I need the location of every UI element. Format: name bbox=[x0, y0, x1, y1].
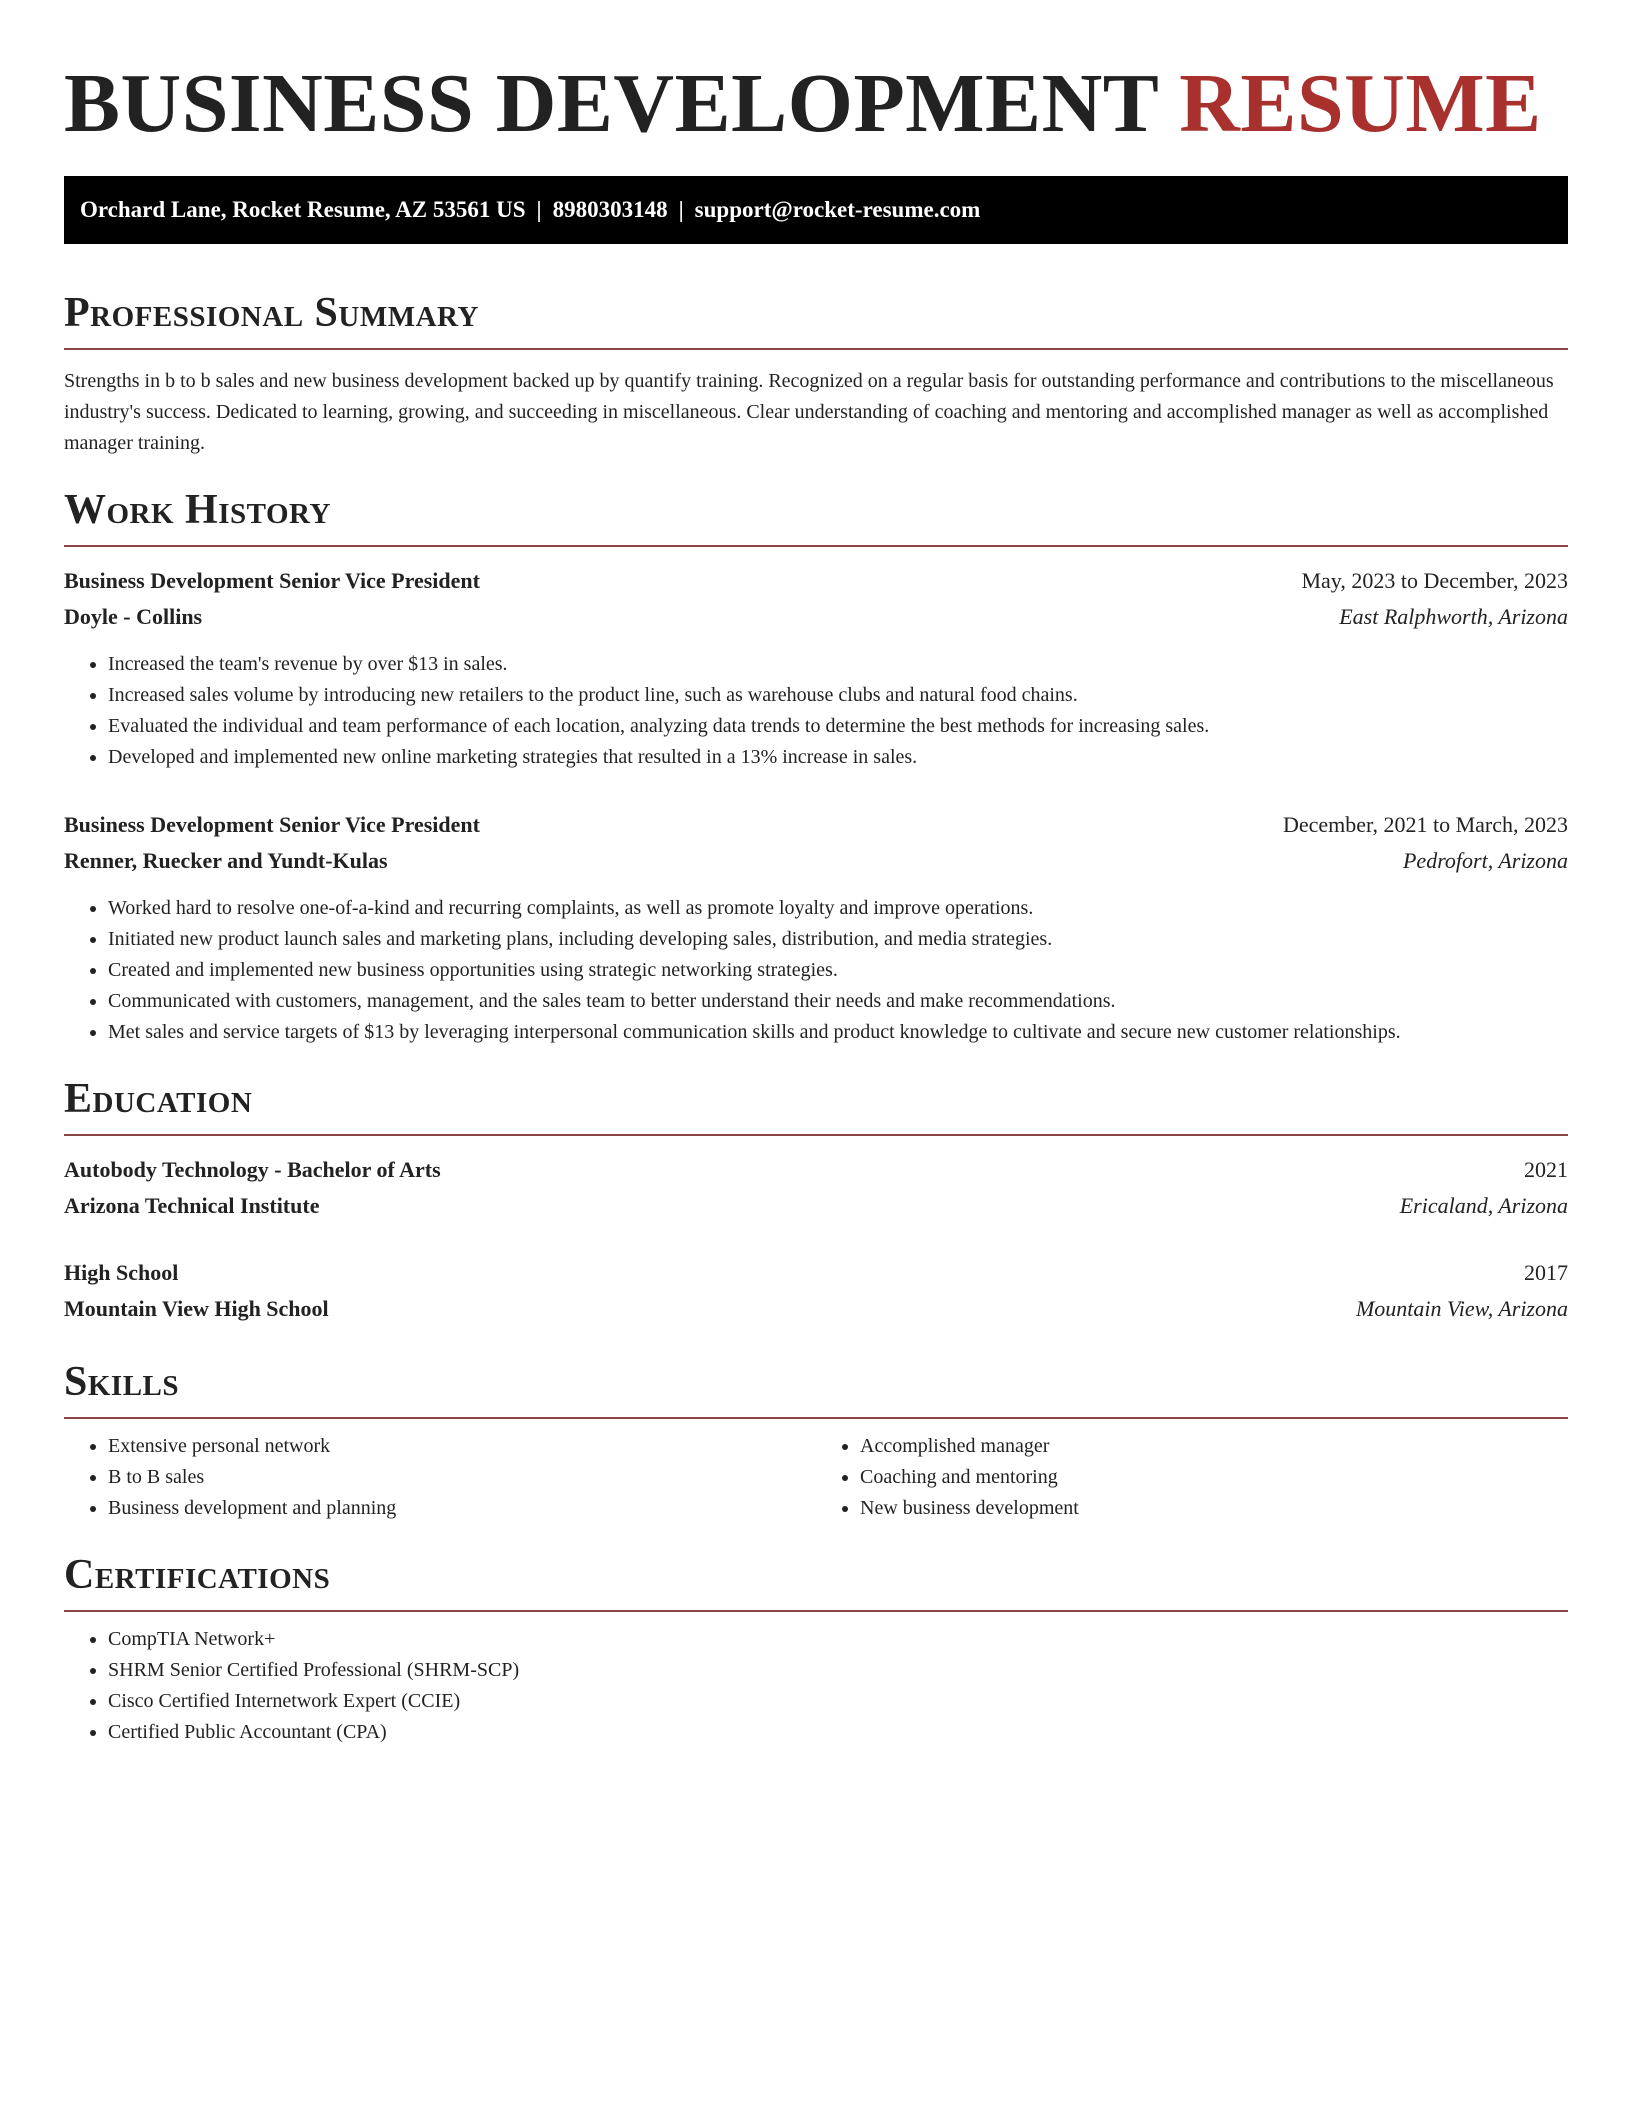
skills-grid bbox=[64, 1419, 1568, 1524]
list-item: • Initiated new product launch sales and marketing plans, including developing sales, distribution, and media strategies. bbox=[108, 924, 1568, 955]
contact-bar bbox=[64, 176, 1568, 244]
list-item: • Increased sales volume by introducing new retailers to the product line, such as warehouse clubs and natural food chains. bbox=[108, 680, 1568, 711]
list-item: • Extensive personal network bbox=[108, 1431, 816, 1462]
section-divider bbox=[64, 348, 1568, 350]
job-location: Pedrofort, Arizona bbox=[1402, 848, 1568, 873]
job-dates: December, 2021 to March, 2023 bbox=[1282, 812, 1568, 837]
education-year: 2017 bbox=[1524, 1260, 1568, 1285]
title-accent: RESUME bbox=[1179, 57, 1542, 150]
job-bullets bbox=[64, 893, 1568, 1048]
job-header-row bbox=[64, 807, 1568, 843]
education-school-row bbox=[64, 1291, 1568, 1327]
list-item: • SHRM Senior Certified Professional (SHRM-SCP) bbox=[108, 1655, 1568, 1686]
list-item: • Cisco Certified Internetwork Expert (CCIE) bbox=[108, 1686, 1568, 1717]
list-item: • Evaluated the individual and team performance of each location, analyzing data trends to determine the best methods for increasing sales. bbox=[108, 711, 1568, 742]
education-entry bbox=[64, 1255, 1568, 1327]
job-company: Renner, Ruecker and Yundt-Kulas bbox=[64, 848, 388, 873]
education-school: Arizona Technical Institute bbox=[64, 1193, 320, 1218]
skills-list-left bbox=[64, 1431, 816, 1524]
education-school-row bbox=[64, 1188, 1568, 1224]
education-entry bbox=[64, 1152, 1568, 1224]
job-company-row bbox=[64, 599, 1568, 635]
contact-address: Orchard Lane, Rocket Resume, AZ 53561 US bbox=[80, 197, 526, 222]
education-location: Mountain View, Arizona bbox=[1355, 1296, 1568, 1321]
contact-email: support@rocket-resume.com bbox=[694, 197, 981, 222]
summary-text: Strengths in b to b sales and new business development backed up by quantify training. Recognized on a regular basis for outstanding performance and contributions to the miscellaneous industry's success. Dedicated to learning, growing, and succeeding in miscellaneous. Clear understanding of coaching and mentoring and accomplished manager as well as accomplished manager training. bbox=[64, 370, 1554, 454]
job-company-row bbox=[64, 843, 1568, 879]
list-item: • Coaching and mentoring bbox=[860, 1462, 1568, 1493]
job-entry bbox=[64, 807, 1568, 1048]
section-heading: Professional Summary bbox=[64, 290, 479, 336]
list-item: • Accomplished manager bbox=[860, 1431, 1568, 1462]
list-item: • Increased the team's revenue by over $13 in sales. bbox=[108, 649, 1568, 680]
title-main: BUSINESS DEVELOPMENT bbox=[64, 57, 1158, 150]
job-title: Business Development Senior Vice President bbox=[64, 812, 480, 837]
list-item: • CompTIA Network+ bbox=[108, 1624, 1568, 1655]
list-item: • Worked hard to resolve one-of-a-kind and recurring complaints, as well as promote loyalty and improve operations. bbox=[108, 893, 1568, 924]
list-item: • Certified Public Accountant (CPA) bbox=[108, 1717, 1568, 1748]
job-entry bbox=[64, 563, 1568, 773]
section-divider bbox=[64, 1134, 1568, 1136]
list-item: • Communicated with customers, management, and the sales team to better understand their needs and make recommendations. bbox=[108, 986, 1568, 1017]
education-header-row bbox=[64, 1152, 1568, 1188]
contact-phone: 8980303148 bbox=[552, 197, 668, 222]
section-heading: Education bbox=[64, 1076, 253, 1122]
section-divider bbox=[64, 545, 1568, 547]
list-item: • Created and implemented new business opportunities using strategic networking strategies. bbox=[108, 955, 1568, 986]
section-heading: Work History bbox=[64, 487, 331, 533]
contact-separator: | bbox=[678, 197, 684, 222]
job-company: Doyle - Collins bbox=[64, 604, 203, 629]
education-school: Mountain View High School bbox=[64, 1296, 329, 1321]
resume-page bbox=[64, 0, 1568, 1748]
resume-title bbox=[64, 0, 1568, 150]
list-item: • B to B sales bbox=[108, 1462, 816, 1493]
education-year: 2021 bbox=[1524, 1157, 1568, 1182]
list-item: • New business development bbox=[860, 1493, 1568, 1524]
education-section bbox=[64, 1074, 1568, 1327]
job-header-row bbox=[64, 563, 1568, 599]
skills-section bbox=[64, 1357, 1568, 1524]
summary-section bbox=[64, 288, 1568, 459]
section-divider bbox=[64, 1610, 1568, 1612]
list-item: • Business development and planning bbox=[108, 1493, 816, 1524]
education-degree: Autobody Technology - Bachelor of Arts bbox=[64, 1157, 441, 1182]
job-location: East Ralphworth, Arizona bbox=[1339, 604, 1568, 629]
education-header-row bbox=[64, 1255, 1568, 1291]
education-location: Ericaland, Arizona bbox=[1399, 1193, 1568, 1218]
job-title: Business Development Senior Vice President bbox=[64, 568, 480, 593]
list-item: • Developed and implemented new online marketing strategies that resulted in a 13% increase in sales. bbox=[108, 742, 1568, 773]
education-degree: High School bbox=[64, 1260, 179, 1285]
skills-list-right bbox=[816, 1431, 1568, 1524]
section-heading: Skills bbox=[64, 1359, 180, 1405]
list-item: • Met sales and service targets of $13 by leveraging interpersonal communication skills and product knowledge to cultivate and secure new customer relationships. bbox=[108, 1017, 1568, 1048]
certifications-list bbox=[64, 1624, 1568, 1748]
job-dates: May, 2023 to December, 2023 bbox=[1301, 568, 1568, 593]
section-heading: Certifications bbox=[64, 1552, 331, 1598]
certifications-section bbox=[64, 1550, 1568, 1748]
contact-separator: | bbox=[536, 197, 542, 222]
work-history-section bbox=[64, 485, 1568, 1048]
job-bullets bbox=[64, 649, 1568, 773]
